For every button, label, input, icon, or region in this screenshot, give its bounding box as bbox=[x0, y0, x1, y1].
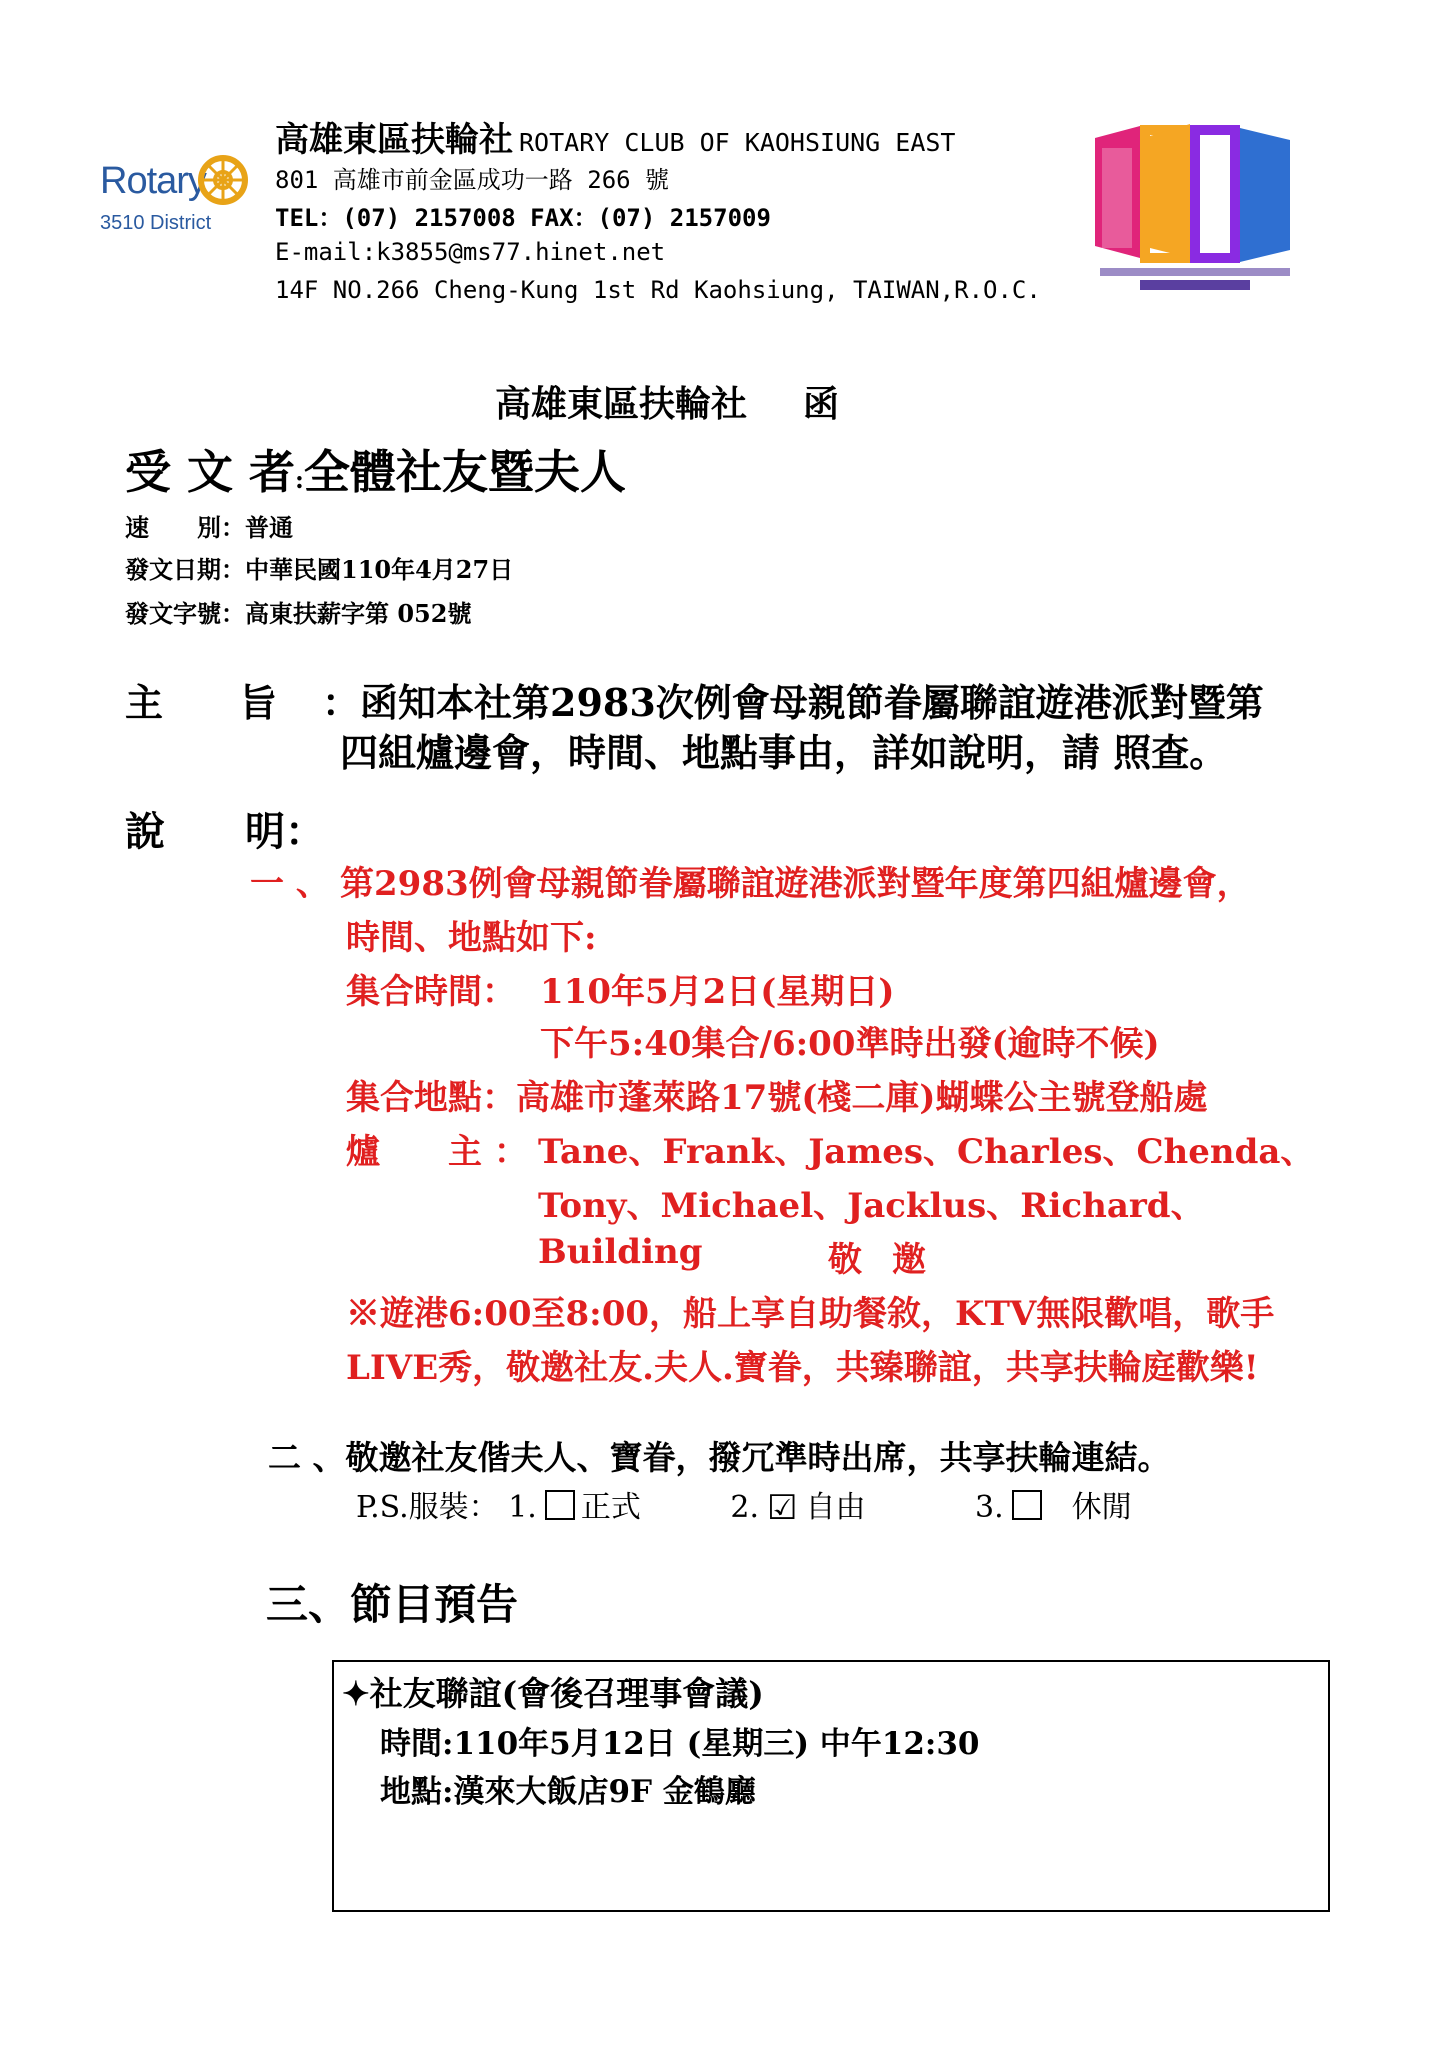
dress-option-3-label: 休閒 bbox=[1071, 1490, 1132, 1525]
note-line-1: ※遊港6:00至8:00，船上享自助餐敘，KTV無限歡唱，歌手 bbox=[346, 1294, 1275, 1334]
subject-line-1: ：函知本社第2983次例會母親節眷屬聯誼遊港派對暨第 bbox=[322, 680, 1264, 725]
gather-time-label: 集合時間： bbox=[346, 972, 516, 1012]
checkbox-checked-icon: ☑ bbox=[767, 1488, 798, 1528]
note-line-2: LIVE秀，敬邀社友.夫人.寶眷，共臻聯誼，共享扶輪庭歡樂! bbox=[346, 1348, 1259, 1388]
gather-time-detail: 下午5:40集合/6:00準時出發(逾時不候) bbox=[540, 1024, 1160, 1064]
meta-number: 發文字號：高東扶薪字第 052號 bbox=[125, 599, 472, 628]
rotary-logo bbox=[100, 138, 250, 248]
hosts-line-3: Building bbox=[538, 1232, 703, 1272]
club-tel-fax: TEL：(07) 2157008 FAX：(07) 2157009 bbox=[275, 204, 771, 232]
item1-line-2: 時間、地點如下: bbox=[346, 918, 597, 958]
dress-option-1-number: 1. bbox=[508, 1490, 537, 1525]
rotary-wordmark: Rotary bbox=[100, 160, 206, 202]
item2: 二 、敬邀社友偕夫人、寶眷，撥冗準時出席，共享扶輪連結。 bbox=[268, 1438, 1171, 1477]
dress-option-2-label: 自由 bbox=[805, 1490, 866, 1525]
program-title: ✦社友聯誼(會後召理事會議) bbox=[342, 1674, 764, 1713]
dress-option-1-label: 正式 bbox=[580, 1490, 641, 1525]
hosts-line-2: Tony、Michael、Jacklus、Richard、 bbox=[538, 1186, 1205, 1226]
invite-word: 敬邀 bbox=[828, 1240, 956, 1280]
club-email: E-mail:k3855@ms77.hinet.net bbox=[275, 238, 666, 266]
dress-option-2-number: 2. bbox=[730, 1490, 760, 1525]
recipient-line bbox=[125, 436, 626, 502]
letter-title bbox=[495, 376, 839, 427]
dress-option-formal bbox=[508, 1482, 641, 1526]
program-preview-label: 三、節目預告 bbox=[266, 1580, 519, 1629]
letter-title-suffix: 函 bbox=[803, 383, 840, 425]
dress-prefix: P.S.服裝： bbox=[356, 1490, 499, 1525]
program-time: 時間:110年5月12日 (星期三) 中午12:30 bbox=[380, 1726, 980, 1762]
program-box bbox=[332, 1660, 1330, 1912]
club-name-zh: 高雄東區扶輪社 bbox=[275, 120, 513, 160]
letter-title-org: 高雄東區扶輪社 bbox=[495, 383, 748, 425]
dress-option-casual bbox=[730, 1482, 865, 1528]
rotary-district: 3510 District bbox=[100, 212, 212, 234]
club-address-zh: 801 高雄市前金區成功一路 266 號 bbox=[275, 166, 670, 194]
gather-time-date: 110年5月2日(星期日) bbox=[540, 972, 895, 1012]
club-name bbox=[275, 112, 956, 161]
item1-line-1: 第2983例會母親節眷屬聯誼遊港派對暨年度第四組爐邊會， bbox=[340, 864, 1251, 904]
gather-place: 集合地點：高雄市蓬萊路17號(棧二庫)蝴蝶公主號登船處 bbox=[346, 1078, 1208, 1118]
program-place: 地點:漢來大飯店9F 金鶴廳 bbox=[380, 1774, 756, 1810]
doors-logo bbox=[1090, 118, 1300, 298]
recipient-label: 受 文 者 bbox=[125, 445, 296, 499]
subject-line-2: 四組爐邊會，時間、地點事由，詳如說明，請 照查。 bbox=[340, 730, 1228, 775]
dress-option-3-number: 3. bbox=[975, 1490, 1004, 1525]
dress-option-leisure bbox=[975, 1482, 1132, 1526]
item1-number: 一 、 bbox=[250, 864, 330, 904]
rotary-wheel-icon bbox=[198, 140, 248, 220]
subject-label: 主 旨 bbox=[125, 680, 278, 725]
recipient-value: 全體社友暨夫人 bbox=[303, 445, 626, 499]
dress-code-line bbox=[356, 1482, 1132, 1528]
hosts-label: 爐 主 ： bbox=[346, 1132, 528, 1172]
explanation-label: 說 明： bbox=[125, 808, 325, 855]
hosts-line-1: Tane、Frank、James、Charles、Chenda、 bbox=[538, 1132, 1315, 1172]
club-name-en: ROTARY CLUB OF KAOHSIUNG EAST bbox=[519, 128, 956, 157]
club-address-en: 14F NO.266 Cheng-Kung 1st Rd Kaohsiung, TAIWAN,R.O.C. bbox=[275, 276, 1041, 304]
checkbox-empty-icon bbox=[1012, 1490, 1042, 1520]
meta-date: 發文日期：中華民國110年4月27日 bbox=[125, 555, 514, 584]
recipient-separator: : bbox=[295, 465, 304, 494]
meta-speed: 速 別：普通 bbox=[125, 513, 293, 542]
checkbox-empty-icon bbox=[545, 1490, 575, 1520]
